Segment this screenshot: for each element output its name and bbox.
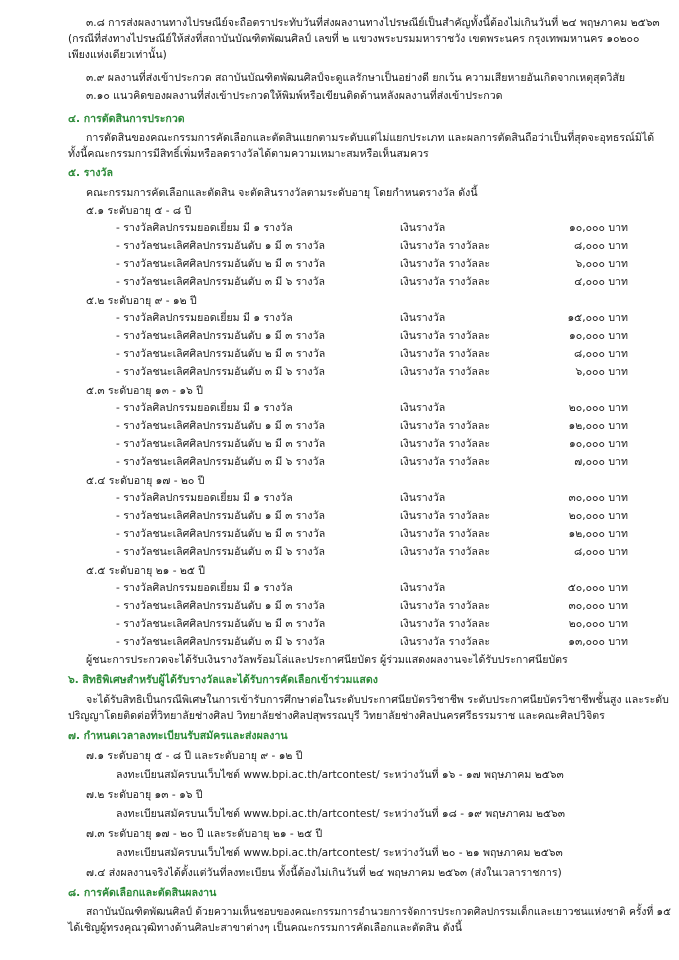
clause-3-8-line-3: เพียงแห่งเดียวเท่านั้น) bbox=[68, 49, 167, 61]
prize-row bbox=[0, 598, 679, 614]
prize-amount: ๘,๐๐๐ บาท bbox=[574, 348, 628, 360]
schedule-7-1-title: ๗.๑ ระดับอายุ ๕ - ๘ ปี และระดับอายุ ๙ - ๑๒ ปี bbox=[86, 750, 303, 762]
prize-name: - รางวัลชนะเลิศศิลปกรรมอันดับ ๑ มี ๓ รางวัล bbox=[116, 510, 325, 522]
prize-name: - รางวัลชนะเลิศศิลปกรรมอันดับ ๑ มี ๓ รางวัล bbox=[116, 600, 325, 612]
prize-row bbox=[0, 508, 679, 524]
prize-row bbox=[0, 220, 679, 236]
section-8-heading: ๘. การคัดเลือกและตัดสินผลงาน bbox=[68, 887, 217, 899]
prize-name: - รางวัลชนะเลิศศิลปกรรมอันดับ ๒ มี ๓ รางวัล bbox=[116, 348, 326, 360]
prize-type: เงินรางวัล bbox=[400, 492, 446, 504]
prize-amount: ๘,๐๐๐ บาท bbox=[574, 240, 628, 252]
prize-amount: ๓๐,๐๐๐ บาท bbox=[568, 492, 628, 504]
prize-type: เงินรางวัล รางวัลละ bbox=[400, 528, 491, 540]
prize-type: เงินรางวัล รางวัลละ bbox=[400, 330, 491, 342]
prize-amount: ๑๓,๐๐๐ บาท bbox=[568, 636, 628, 648]
prize-row bbox=[0, 634, 679, 650]
schedule-7-3-title: ๗.๓ ระดับอายุ ๑๗ - ๒๐ ปี และระดับอายุ ๒๑ - ๒๕ ปี bbox=[86, 828, 323, 840]
prize-group-title: ๕.๓ ระดับอายุ ๑๓ - ๑๖ ปี bbox=[86, 385, 203, 397]
section-7-heading: ๗. กำหนดเวลาลงทะเบียนรับสมัครและส่งผลงาน bbox=[68, 730, 288, 742]
prize-amount: ๔,๐๐๐ บาท bbox=[574, 276, 628, 288]
prize-row bbox=[0, 454, 679, 470]
prize-name: - รางวัลชนะเลิศศิลปกรรมอันดับ ๓ มี ๖ รางวัล bbox=[116, 276, 325, 288]
prize-amount: ๑๐,๐๐๐ บาท bbox=[569, 438, 628, 450]
prize-type: เงินรางวัล รางวัลละ bbox=[400, 366, 491, 378]
prize-type: เงินรางวัล รางวัลละ bbox=[400, 546, 491, 558]
prize-name: - รางวัลชนะเลิศศิลปกรรมอันดับ ๓ มี ๖ รางวัล bbox=[116, 636, 325, 648]
prize-type: เงินรางวัล รางวัลละ bbox=[400, 618, 491, 630]
prize-type: เงินรางวัล bbox=[400, 312, 446, 324]
prize-type: เงินรางวัล รางวัลละ bbox=[400, 600, 491, 612]
section-6-heading: ๖. สิทธิพิเศษสำหรับผู้ได้รับรางวัลและได้รับการคัดเลือกเข้าร่วมแสดง bbox=[68, 674, 378, 686]
prize-name: - รางวัลชนะเลิศศิลปกรรมอันดับ ๓ มี ๖ รางวัล bbox=[116, 366, 325, 378]
prize-amount: ๑๒,๐๐๐ บาท bbox=[568, 528, 628, 540]
prize-group-title: ๕.๑ ระดับอายุ ๕ - ๘ ปี bbox=[86, 205, 192, 217]
prize-row bbox=[0, 364, 679, 380]
prize-name: - รางวัลศิลปกรรมยอดเยี่ยม มี ๑ รางวัล bbox=[116, 582, 293, 594]
schedule-7-2-detail: ลงทะเบียนสมัครบนเว็บไซต์ www.bpi.ac.th/artcontest/ ระหว่างวันที่ ๑๘ - ๑๙ พฤษภาคม ๒๕๖๓ bbox=[116, 808, 565, 820]
prize-amount: ๖,๐๐๐ บาท bbox=[575, 258, 628, 270]
prize-type: เงินรางวัล bbox=[400, 402, 446, 414]
section-8-line-1: สถาบันบัณฑิตพัฒนศิลป์ ด้วยความเห็นชอบของคณะกรรมการอำนวยการจัดการประกวดศิลปกรรมเด็กและเยาวชนแห่งชาติ ครั้งที่ ๑๕ bbox=[86, 906, 671, 918]
prize-type: เงินรางวัล รางวัลละ bbox=[400, 456, 491, 468]
prize-row bbox=[0, 580, 679, 596]
section-4-line-1: การตัดสินของคณะกรรมการคัดเลือกและตัดสินแยกตามระดับแต่ไม่แยกประเภท และผลการตัดสินถือว่าเป็นที่สุดจะอุทธรณ์มิได้ bbox=[86, 132, 655, 144]
prize-name: - รางวัลศิลปกรรมยอดเยี่ยม มี ๑ รางวัล bbox=[116, 402, 293, 414]
section-5-heading: ๕. รางวัล bbox=[68, 167, 113, 179]
prize-name: - รางวัลชนะเลิศศิลปกรรมอันดับ ๓ มี ๖ รางวัล bbox=[116, 546, 325, 558]
prize-type: เงินรางวัล รางวัลละ bbox=[400, 258, 491, 270]
prize-type: เงินรางวัล รางวัลละ bbox=[400, 510, 491, 522]
prize-amount: ๘,๐๐๐ บาท bbox=[574, 546, 628, 558]
clause-3-10: ๓.๑๐ แนวคิดของผลงานที่ส่งเข้าประกวดให้พิมพ์หรือเขียนติดด้านหลังผลงานที่ส่งเข้าประกวด bbox=[86, 90, 503, 102]
prize-amount: ๑๒,๐๐๐ บาท bbox=[568, 420, 628, 432]
prize-amount: ๗,๐๐๐ บาท bbox=[574, 456, 628, 468]
prize-type: เงินรางวัล รางวัลละ bbox=[400, 240, 491, 252]
section-4-heading: ๔. การตัดสินการประกวด bbox=[68, 113, 185, 125]
prize-type: เงินรางวัล bbox=[400, 222, 446, 234]
prize-row bbox=[0, 436, 679, 452]
prize-row bbox=[0, 526, 679, 542]
prize-name: - รางวัลชนะเลิศศิลปกรรมอันดับ ๑ มี ๓ รางวัล bbox=[116, 240, 325, 252]
prize-amount: ๖,๐๐๐ บาท bbox=[575, 366, 628, 378]
prize-amount: ๒๐,๐๐๐ บาท bbox=[568, 402, 628, 414]
prize-name: - รางวัลศิลปกรรมยอดเยี่ยม มี ๑ รางวัล bbox=[116, 312, 293, 324]
prize-type: เงินรางวัล รางวัลละ bbox=[400, 438, 491, 450]
prize-row bbox=[0, 616, 679, 632]
prize-row bbox=[0, 274, 679, 290]
prize-name: - รางวัลชนะเลิศศิลปกรรมอันดับ ๑ มี ๓ รางวัล bbox=[116, 330, 325, 342]
prize-name: - รางวัลชนะเลิศศิลปกรรมอันดับ ๒ มี ๓ รางวัล bbox=[116, 618, 326, 630]
prize-row bbox=[0, 256, 679, 272]
prize-amount: ๑๐,๐๐๐ บาท bbox=[569, 330, 628, 342]
prize-type: เงินรางวัล รางวัลละ bbox=[400, 276, 491, 288]
prize-amount: ๕๐,๐๐๐ บาท bbox=[567, 582, 628, 594]
prize-row bbox=[0, 490, 679, 506]
prize-amount: ๒๐,๐๐๐ บาท bbox=[568, 510, 628, 522]
clause-3-9: ๓.๙ ผลงานที่ส่งเข้าประกวด สถาบันบัณฑิตพัฒนศิลป์จะดูแลรักษาเป็นอย่างดี ยกเว้น ความเสียหายอันเกิดจากเหตุสุดวิสัย bbox=[86, 72, 626, 84]
prize-name: - รางวัลศิลปกรรมยอดเยี่ยม มี ๑ รางวัล bbox=[116, 222, 293, 234]
schedule-7-4: ๗.๔ ส่งผลงานจริงได้ตั้งแต่วันที่ลงทะเบียน ทั้งนี้ต้องไม่เกินวันที่ ๒๔ พฤษภาคม ๒๕๖๓ (ส่งในเวลาราชการ) bbox=[86, 867, 562, 879]
prize-type: เงินรางวัล bbox=[400, 582, 446, 594]
section-6-line-1: จะได้รับสิทธิเป็นกรณีพิเศษในการเข้ารับการศึกษาต่อในระดับประกาศนียบัตรวิชาชีพ ระดับประกาศนียบัตรวิชาชีพชั้นสูง และระดับ bbox=[86, 694, 669, 706]
clause-3-8-line-2: (กรณีที่ส่งทางไปรษณีย์ให้ส่งที่สถาบันบัณฑิตพัฒนศิลป์ เลขที่ ๒ แขวงพระบรมมหาราชวัง เขตพระนคร กรุงเทพมหานคร ๑๐๒๐๐ bbox=[68, 33, 640, 45]
prize-row bbox=[0, 310, 679, 326]
schedule-7-3-detail: ลงทะเบียนสมัครบนเว็บไซต์ www.bpi.ac.th/artcontest/ ระหว่างวันที่ ๒๐ - ๒๑ พฤษภาคม ๒๕๖๓ bbox=[116, 847, 563, 859]
prize-name: - รางวัลชนะเลิศศิลปกรรมอันดับ ๒ มี ๓ รางวัล bbox=[116, 438, 326, 450]
prize-group-title: ๕.๕ ระดับอายุ ๒๑ - ๒๕ ปี bbox=[86, 565, 205, 577]
prize-note: ผู้ชนะการประกวดจะได้รับเงินรางวัลพร้อมโล่และประกาศนียบัตร ผู้ร่วมแสดงผลงานจะได้รับประกาศนียบัตร bbox=[86, 654, 568, 666]
clause-3-8-line-1: ๓.๘ การส่งผลงานทางไปรษณีย์จะถือตราประทับวันที่ส่งผลงานทางไปรษณีย์เป็นสำคัญทั้งนี้ต้องไม่เกินวันที่ ๒๔ พฤษภาคม ๒๕๖๓ bbox=[86, 17, 660, 29]
prize-row bbox=[0, 346, 679, 362]
schedule-7-2-title: ๗.๒ ระดับอายุ ๑๓ - ๑๖ ปี bbox=[86, 789, 203, 801]
prize-name: - รางวัลชนะเลิศศิลปกรรมอันดับ ๑ มี ๓ รางวัล bbox=[116, 420, 325, 432]
prize-amount: ๒๐,๐๐๐ บาท bbox=[568, 618, 628, 630]
prize-name: - รางวัลชนะเลิศศิลปกรรมอันดับ ๒ มี ๓ รางวัล bbox=[116, 528, 326, 540]
prize-group-title: ๕.๒ ระดับอายุ ๙ - ๑๒ ปี bbox=[86, 295, 197, 307]
schedule-7-1-detail: ลงทะเบียนสมัครบนเว็บไซต์ www.bpi.ac.th/artcontest/ ระหว่างวันที่ ๑๖ - ๑๗ พฤษภาคม ๒๕๖๓ bbox=[116, 769, 564, 781]
prize-name: - รางวัลศิลปกรรมยอดเยี่ยม มี ๑ รางวัล bbox=[116, 492, 293, 504]
section-4-line-2: ทั้งนี้คณะกรรมการมีสิทธิ์เพิ่มหรือลดรางวัลได้ตามความเหมาะสมหรือเห็นสมควร bbox=[68, 148, 429, 160]
prize-type: เงินรางวัล รางวัลละ bbox=[400, 636, 491, 648]
section-6-line-2: ปริญญาโดยติดต่อที่วิทยาลัยช่างศิลป วิทยาลัยช่างศิลปสุพรรณบุรี วิทยาลัยช่างศิลปนครศรีธรรมราช และคณะศิลปวิจิตร bbox=[68, 710, 605, 722]
prize-type: เงินรางวัล รางวัลละ bbox=[400, 420, 491, 432]
prize-row bbox=[0, 328, 679, 344]
prize-name: - รางวัลชนะเลิศศิลปกรรมอันดับ ๓ มี ๖ รางวัล bbox=[116, 456, 325, 468]
prize-amount: ๓๐,๐๐๐ บาท bbox=[568, 600, 628, 612]
prize-group-title: ๕.๔ ระดับอายุ ๑๗ - ๒๐ ปี bbox=[86, 475, 205, 487]
section-5-intro: คณะกรรมการคัดเลือกและตัดสิน จะตัดสินรางวัลตามระดับอายุ โดยกำหนดรางวัล ดังนี้ bbox=[86, 187, 478, 199]
prize-amount: ๑๐,๐๐๐ บาท bbox=[569, 222, 628, 234]
section-8-line-2: ได้เชิญผู้ทรงคุณวุฒิทางด้านศิลปะสาขาต่างๆ เป็นคณะกรรมการคัดเลือกและตัดสิน ดังนี้ bbox=[68, 922, 463, 934]
prize-type: เงินรางวัล รางวัลละ bbox=[400, 348, 491, 360]
prize-amount: ๑๕,๐๐๐ บาท bbox=[567, 312, 628, 324]
prize-row bbox=[0, 238, 679, 254]
prize-name: - รางวัลชนะเลิศศิลปกรรมอันดับ ๒ มี ๓ รางวัล bbox=[116, 258, 326, 270]
prize-row bbox=[0, 400, 679, 416]
prize-row bbox=[0, 544, 679, 560]
prize-row bbox=[0, 418, 679, 434]
